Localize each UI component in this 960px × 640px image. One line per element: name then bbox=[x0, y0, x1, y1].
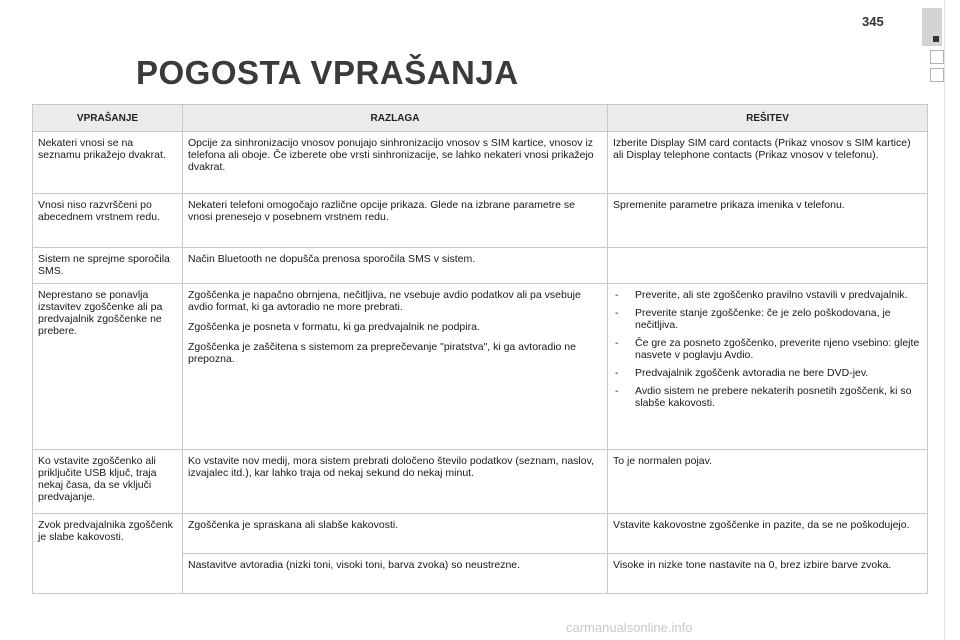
explanation-cell: Zgoščenka je spraskana ali slabše kakovosti. bbox=[183, 514, 608, 554]
explanation-cell: Način Bluetooth ne dopušča prenosa sporočila SMS v sistem. bbox=[183, 248, 608, 284]
checkbox-icon bbox=[930, 50, 944, 64]
table-header-row bbox=[33, 105, 928, 132]
question-cell: Ko vstavite zgoščenko ali priključite USB ključ, traja nekaj časa, da se vključi predvajanje. bbox=[33, 450, 183, 514]
explanation-cell: Nekateri telefoni omogočajo različne opcije prikaza. Glede na izbrane parametre se vnosi prenesejo v posebnem vrstnem redu. bbox=[183, 194, 608, 248]
explanation-cell: Ko vstavite nov medij, mora sistem prebrati določeno število podatkov (seznam, naslov, izvajalec itd.), kar lahko traja od nekaj sekund do nekaj minut. bbox=[183, 450, 608, 514]
table-row bbox=[33, 514, 928, 554]
page-number: 345 bbox=[862, 14, 884, 29]
table-row bbox=[33, 194, 928, 248]
list-item: - Preverite, ali ste zgoščenko pravilno vstavili v predvajalnik. bbox=[613, 289, 922, 301]
table-row bbox=[33, 284, 928, 450]
faq-table bbox=[32, 104, 928, 594]
list-item: - Če gre za posneto zgoščenko, preverite njeno vsebino: glejte nasvete v poglavju Avdio. bbox=[613, 337, 922, 361]
side-strip bbox=[944, 0, 960, 640]
question-cell: Zvok predvajalnika zgoščenk je slabe kakovosti. bbox=[33, 514, 183, 594]
explanation-cell: Opcije za sinhronizacijo vnosov ponujajo sinhronizacijo vnosov s SIM kartice, vnosov iz telefona ali oboje. Če izberete obe vrsti sinhronizacije, se lahko nekateri vnosi prikažejo dvakrat. bbox=[183, 132, 608, 194]
corner-square-icon bbox=[933, 36, 939, 42]
question-cell: Neprestano se ponavlja izstavitev zgoščenke ali pa predvajalnik zgoščenke ne prebere. bbox=[33, 284, 183, 450]
page-corner-tab bbox=[922, 8, 942, 46]
solution-cell: To je normalen pojav. bbox=[608, 450, 928, 514]
solution-cell bbox=[608, 248, 928, 284]
list-item: - Predvajalnik zgoščenk avtoradia ne bere DVD-jev. bbox=[613, 367, 922, 379]
question-cell: Sistem ne sprejme sporočila SMS. bbox=[33, 248, 183, 284]
solution-cell: Vstavite kakovostne zgoščenke in pazite, da se ne poškodujejo. bbox=[608, 514, 928, 554]
solution-cell: Spremenite parametre prikaza imenika v telefonu. bbox=[608, 194, 928, 248]
explanation-cell: Zgoščenka je napačno obrnjena, nečitljiva, ne vsebuje avdio podatkov ali pa vsebuje avdio format, ki ga avtoradio ne more prebrati. Zgoščenka je posneta v formatu, ki ga predvajalnik ne podpira. Zgoščenka je zaščitena s sistemom za preprečevanje "piratstva", ki ga avtoradio ne prepozna. bbox=[183, 284, 608, 450]
solution-list bbox=[613, 289, 922, 409]
header-question: VPRAŠANJE bbox=[33, 105, 183, 132]
question-cell: Vnosi niso razvrščeni po abecednem vrstnem redu. bbox=[33, 194, 183, 248]
solution-cell bbox=[608, 284, 928, 450]
list-item: - Avdio sistem ne prebere nekaterih posnetih zgoščenk, ki so slabše kakovosti. bbox=[613, 385, 922, 409]
explanation-cell: Nastavitve avtoradia (nizki toni, visoki toni, barva zvoka) so neustrezne. bbox=[183, 554, 608, 594]
list-item: - Preverite stanje zgoščenke: če je zelo poškodovana, je nečitljiva. bbox=[613, 307, 922, 331]
header-solution: REŠITEV bbox=[608, 105, 928, 132]
question-cell: Nekateri vnosi se na seznamu prikažejo dvakrat. bbox=[33, 132, 183, 194]
header-explanation: RAZLAGA bbox=[183, 105, 608, 132]
page-title: POGOSTA VPRAŠANJA bbox=[136, 54, 519, 91]
checkbox-icon bbox=[930, 68, 944, 82]
table-row bbox=[33, 450, 928, 514]
solution-cell: Izberite Display SIM card contacts (Prikaz vnosov s SIM kartice) ali Display telephone contacts (Prikaz vnosov v telefonu). bbox=[608, 132, 928, 194]
solution-cell: Visoke in nizke tone nastavite na 0, brez izbire barve zvoka. bbox=[608, 554, 928, 594]
table-row bbox=[33, 132, 928, 194]
footer-watermark[interactable]: carmanualsonline.info bbox=[566, 620, 693, 635]
table-row bbox=[33, 248, 928, 284]
